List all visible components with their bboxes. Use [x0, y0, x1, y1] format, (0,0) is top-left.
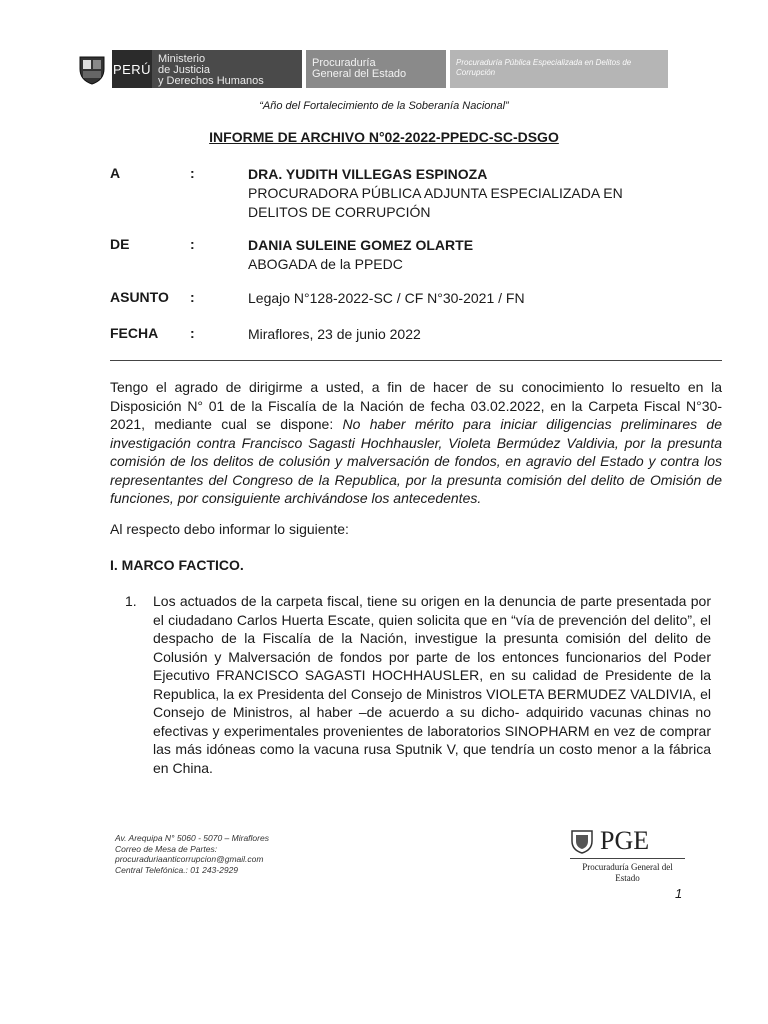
intro-plain-text: Tengo el agrado de dirigirme a usted, a fin de hacer de su conocimiento lo resuelto en la Disposición N° 01 de la Fiscalía de la Nación de fecha 03.02.2022, en la Carpeta Fiscal N°30-2021, mediante cual se dispone:: [110, 379, 722, 432]
respecto-paragraph: Al respecto debo informar lo siguiente:: [110, 521, 349, 537]
intro-paragraph: [110, 378, 722, 508]
date-label: FECHA: [110, 325, 159, 341]
pge-logo-block: [570, 826, 690, 884]
intro-italic-text: No haber mérito para iniciar diligencias preliminares de investigación contra Francisco Sagasti Hochhausler, Violeta Bermúdez Valdivia, por la presunta comisión de los delitos de colusión y malversación de fondos, en agravio del Estado y contra los representantes del Congreso de la Republica, por la presunta comisión del delito de Omisión de funciones, por consiguiente archivándose los antecedentes.: [110, 416, 722, 506]
to-role-line-2: DELITOS DE CORRUPCIÓN: [248, 204, 431, 220]
header-divider: [110, 360, 722, 361]
to-label: A: [110, 165, 121, 181]
coat-of-arms-icon: [72, 50, 112, 88]
section-heading-marco-factico: I. MARCO FACTICO.: [110, 557, 244, 573]
subject-colon: :: [190, 289, 195, 305]
pge-divider: [570, 858, 685, 859]
to-role-line-1: PROCURADORA PÚBLICA ADJUNTA ESPECIALIZADA EN: [248, 185, 623, 201]
year-motto: “Año del Fortalecimiento de la Soberanía Nacional”: [259, 100, 509, 112]
ministry-label: Ministerio de Justicia y Derechos Humanos: [152, 50, 302, 88]
to-colon: :: [190, 165, 195, 181]
pge-emblem-icon: [570, 828, 594, 854]
document-title: INFORME DE ARCHIVO N°02-2022-PPEDC-SC-DSGO: [209, 129, 559, 145]
footer-contact: [115, 833, 269, 875]
country-label: PERÚ: [112, 50, 152, 88]
to-value: [248, 165, 668, 222]
from-name: DANIA SULEINE GOMEZ OLARTE: [248, 237, 474, 253]
footer-mesa: Correo de Mesa de Partes:: [115, 843, 218, 854]
list-item-number: 1.: [125, 593, 137, 609]
footer-address: Av. Arequipa N° 5060 - 5070 – Miraflores: [115, 833, 269, 843]
procuraduria-label: Procuraduría General del Estado: [306, 50, 446, 88]
pge-logo-text: PGE: [600, 826, 650, 855]
pge-subtitle: Procuraduría General del Estado: [582, 862, 673, 883]
subject-label: ASUNTO: [110, 289, 169, 305]
date-value: Miraflores, 23 de junio 2022: [248, 326, 421, 342]
from-role: ABOGADA de la PPEDC: [248, 256, 403, 272]
from-label: DE: [110, 236, 130, 252]
from-colon: :: [190, 236, 195, 252]
header-band: [72, 50, 668, 88]
footer-email: procuraduriaanticorrupcion@gmail.com: [115, 854, 264, 864]
from-value: [248, 236, 668, 274]
page-number: 1: [675, 886, 683, 901]
list-item-text: Los actuados de la carpeta fiscal, tiene su origen en la denuncia de parte presentada por el ciudadano Carlos Huerta Escate, quien solicita que en “vía de prevención del delito”, el despacho de la Fiscalía de la Nación, investigue la presunta comisión del delito de Colusión y Malversación de fondos por parte de los entonces funcionarios del Poder Ejecutivo FRANCISCO SAGASTI HOCHHAUSLER, en su calidad de Presidente de la Republica, la ex Presidenta del Consejo de Ministros VIOLETA BERMUDEZ VALDIVIA, el Consejo de Ministros, al haber –de acuerdo a su dicho- adquirido vacunas chinas no efectivas y experimentales provenientes de laboratorios SINOPHARM en vez de comprar las más idóneas como la vacuna rusa Sputnik V, que tendría un costo menor a la fábrica en China.: [153, 593, 711, 776]
footer-phone: Central Telefónica.: 01 243-2929: [115, 864, 239, 875]
to-name: DRA. YUDITH VILLEGAS ESPINOZA: [248, 166, 488, 182]
subject-value: Legajo N°128-2022-SC / CF N°30-2021 / FN: [248, 290, 525, 306]
date-colon: :: [190, 325, 195, 341]
procuraduria-especializada-label: Procuraduría Pública Especializada en Delitos de Corrupción: [450, 50, 668, 88]
